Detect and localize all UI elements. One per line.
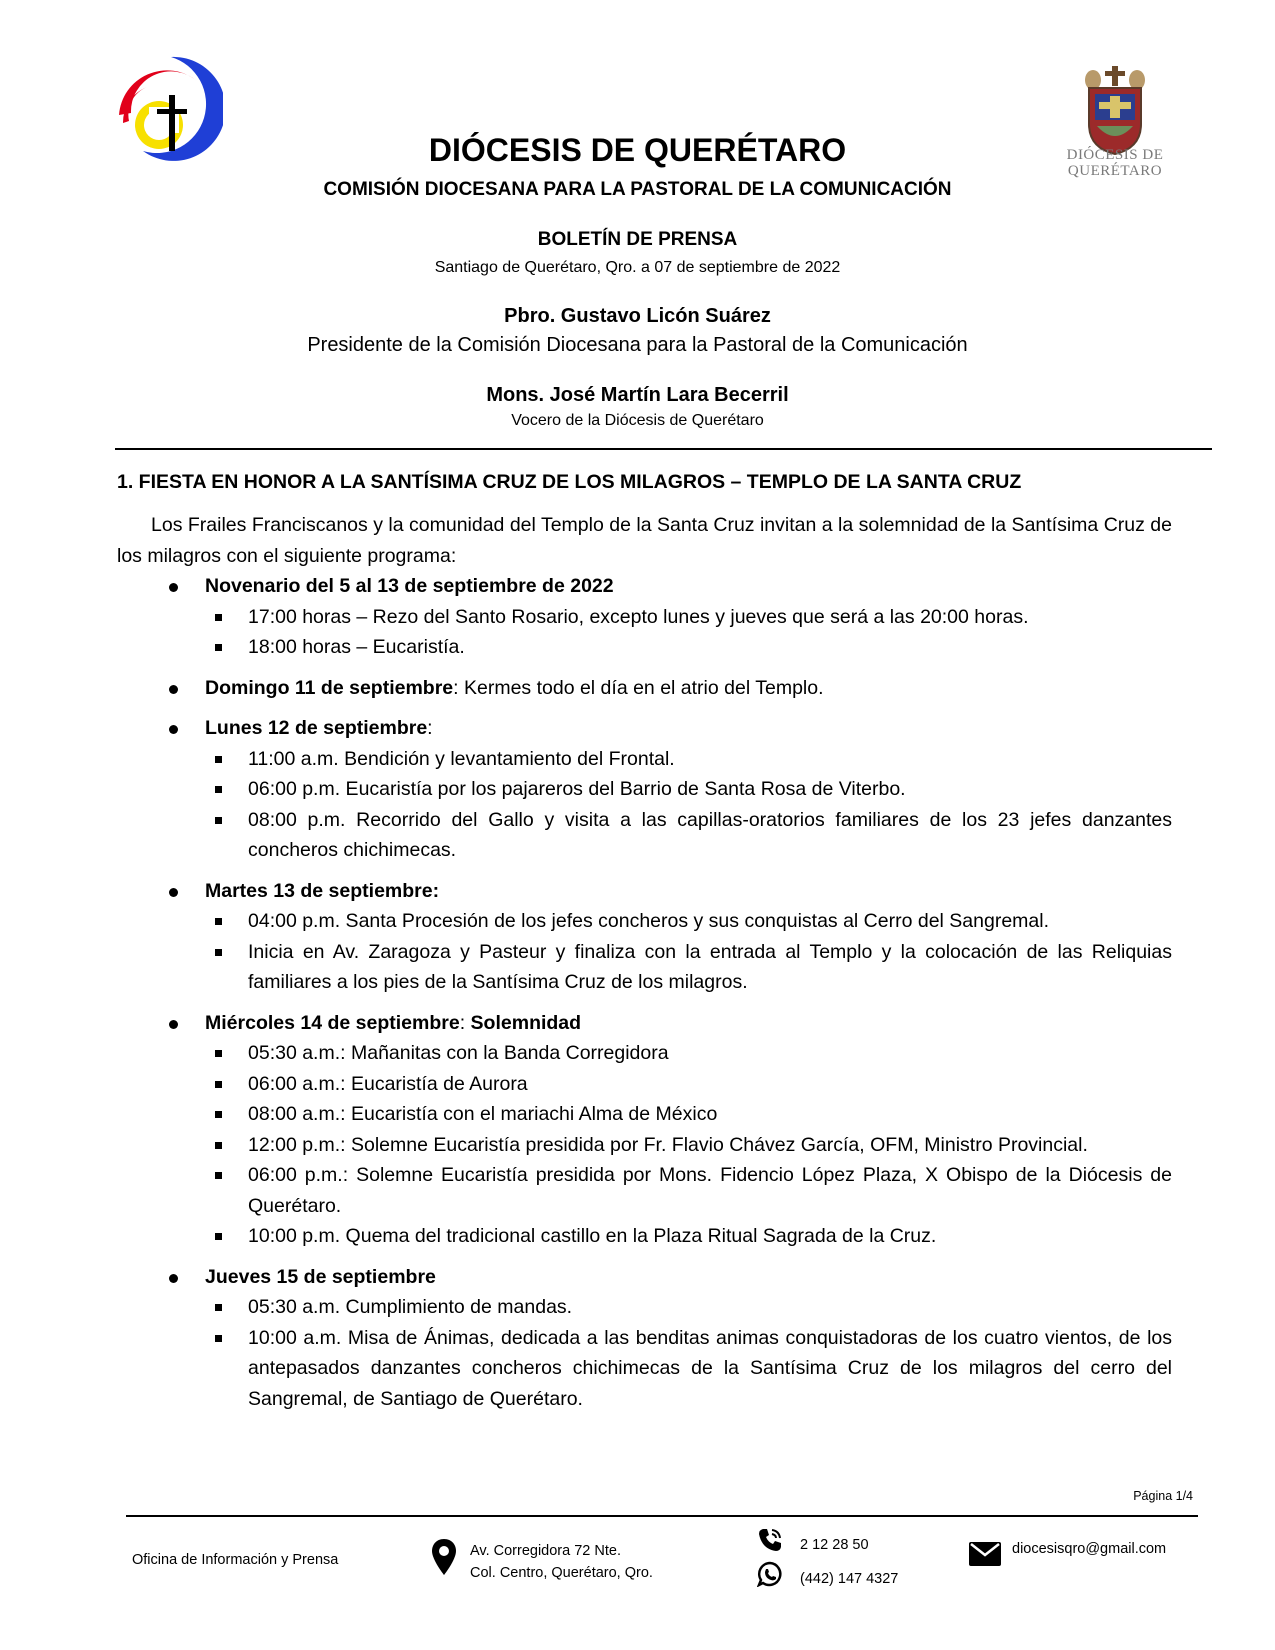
mail-icon	[969, 1542, 1001, 1566]
program-item	[117, 774, 1172, 805]
program-item-text: 11:00 a.m. Bendición y levantamiento del Frontal.	[248, 747, 675, 770]
signatory-role: Presidente de la Comisión Diocesana para la Pastoral de la Comunicación	[307, 334, 968, 356]
whatsapp-number: (442) 147 4327	[800, 1571, 899, 1587]
square-bullet-icon	[215, 614, 222, 621]
program-day	[117, 571, 1172, 602]
program-item-text: 06:00 a.m.: Eucaristía de Aurora	[248, 1072, 528, 1095]
office-name: Oficina de Información y Prensa	[132, 1552, 339, 1568]
signatory-name: Pbro. Gustavo Licón Suárez	[504, 305, 771, 327]
day-title: Miércoles 14 de septiembre	[205, 1011, 460, 1034]
program-day	[117, 1262, 1172, 1293]
address-line: Col. Centro, Querétaro, Qro.	[470, 1565, 653, 1581]
program-day	[117, 713, 1172, 744]
seal-text-line2: QUERÉTARO	[1067, 163, 1163, 179]
square-bullet-icon	[215, 1050, 222, 1057]
program-item	[117, 906, 1172, 937]
page-number: Página 1/4	[1133, 1489, 1193, 1503]
program-day	[117, 1008, 1172, 1039]
email-address: diocesisqro@gmail.com	[1012, 1541, 1167, 1557]
day-detail: : Kermes todo el día en el atrio del Templo.	[453, 676, 824, 699]
day-title: Martes 13 de septiembre:	[205, 879, 440, 902]
section-heading: 1. FIESTA EN HONOR A LA SANTÍSIMA CRUZ DE LOS MILAGROS – TEMPLO DE LA SANTA CRUZ	[117, 471, 1022, 493]
program-item-text: 06:00 p.m.: Solemne Eucaristía presidida por Mons. Fidencio López Plaza, X Obispo de la Diócesis de Querétaro.	[248, 1164, 1172, 1217]
program-item-text: 04:00 p.m. Santa Procesión de los jefes concheros y sus conquistas al Cerro del Sangremal.	[248, 910, 1050, 932]
footer-divider	[126, 1515, 1198, 1517]
day-detail: :	[427, 717, 433, 739]
program-item-text: Inicia en Av. Zaragoza y Pasteur y finaliza con la entrada al Templo y la colocación de las Reliquias familiares a los pies de la Santísima Cruz de los milagros.	[248, 940, 1172, 993]
header-divider	[115, 448, 1212, 450]
address	[470, 1540, 653, 1584]
program-item-text: 08:00 p.m. Recorrido del Gallo y visita a las capillas-oratorios familiares de los 23 jefes danzantes concheros chichimecas.	[248, 808, 1172, 861]
date-line: Santiago de Querétaro, Qro. a 07 de septiembre de 2022	[434, 259, 841, 276]
program-item	[117, 1160, 1172, 1221]
program-item	[117, 1292, 1172, 1323]
program-item-text: 06:00 p.m. Eucaristía por los pajareros del Barrio de Santa Rosa de Viterbo.	[248, 778, 906, 800]
bullet-icon	[169, 685, 178, 694]
program-item-text: 17:00 horas – Rezo del Santo Rosario, excepto lunes y jueves que será a las 20:00 horas.	[248, 605, 1029, 628]
signatory-name: Mons. José Martín Lara Becerril	[486, 384, 789, 406]
square-bullet-icon	[215, 1172, 222, 1179]
square-bullet-icon	[215, 1081, 222, 1088]
program-item	[117, 805, 1172, 866]
square-bullet-icon	[215, 644, 222, 651]
document-title: DIÓCESIS DE QUERÉTARO	[428, 132, 847, 168]
address-line: Av. Corregidora 72 Nte.	[470, 1543, 621, 1559]
program-item-text: 18:00 horas – Eucaristía.	[248, 636, 465, 658]
bullet-icon	[169, 888, 178, 897]
program-item	[117, 1069, 1172, 1100]
square-bullet-icon	[215, 949, 222, 956]
day-detail: :	[459, 1011, 471, 1034]
program-item	[117, 602, 1172, 633]
program-item-text: 05:30 a.m.: Mañanitas con la Banda Corregidora	[248, 1042, 669, 1064]
program-item-text: 12:00 p.m.: Solemne Eucaristía presidida por Fr. Flavio Chávez García, OFM, Ministro Provincial.	[248, 1133, 1088, 1156]
bullet-icon	[169, 583, 178, 592]
program-item	[117, 1099, 1172, 1130]
square-bullet-icon	[215, 918, 222, 925]
phone-numbers	[800, 1528, 898, 1596]
seal-text-line1: DIÓCESIS DE	[1066, 147, 1164, 163]
day-title: Lunes 12 de septiembre	[205, 717, 428, 739]
bullet-icon	[169, 1274, 178, 1283]
square-bullet-icon	[215, 786, 222, 793]
program-item	[117, 744, 1172, 775]
program-item	[117, 1221, 1172, 1252]
day-title-suffix: Solemnidad	[470, 1011, 582, 1034]
section-body	[117, 510, 1172, 1414]
bulletin-heading: BOLETÍN DE PRENSA	[537, 229, 738, 250]
phone-icon	[757, 1527, 783, 1553]
program-item-text: 05:30 a.m. Cumplimiento de mandas.	[248, 1296, 573, 1318]
square-bullet-icon	[215, 756, 222, 763]
document-subtitle: COMISIÓN DIOCESANA PARA LA PASTORAL DE LA COMUNICACIÓN	[323, 179, 952, 200]
square-bullet-icon	[215, 1142, 222, 1149]
bullet-icon	[169, 1020, 178, 1029]
phone-number: 2 12 28 50	[800, 1537, 869, 1553]
whatsapp-icon	[757, 1561, 783, 1587]
program-day	[117, 876, 1172, 907]
square-bullet-icon	[215, 1233, 222, 1240]
program-item	[117, 1038, 1172, 1069]
program-item	[117, 1323, 1172, 1415]
program-item-text: 10:00 a.m. Misa de Ánimas, dedicada a las benditas animas conquistadoras de los cuatro vientos, de los antepasados danzantes concheros chichimecas de la Santísima Cruz de los milagros del cerro del Sangremal, de Santiago de Querétaro.	[248, 1326, 1172, 1410]
program-item-text: 10:00 p.m. Quema del tradicional castillo en la Plaza Ritual Sagrada de la Cruz.	[248, 1225, 937, 1247]
program-item	[117, 1130, 1172, 1161]
square-bullet-icon	[215, 817, 222, 824]
program-item-text: 08:00 a.m.: Eucaristía con el mariachi Alma de México	[248, 1103, 718, 1125]
signatory-role: Vocero de la Diócesis de Querétaro	[511, 412, 764, 429]
intro-paragraph: Los Frailes Franciscanos y la comunidad del Templo de la Santa Cruz invitan a la solemnidad de la Santísima Cruz de los milagros con el siguiente programa:	[117, 514, 1172, 567]
bullet-icon	[169, 725, 178, 734]
square-bullet-icon	[215, 1304, 222, 1311]
day-title: Jueves 15 de septiembre	[205, 1265, 436, 1288]
program-item	[117, 937, 1172, 998]
program-item	[117, 632, 1172, 663]
day-title: Domingo 11 de septiembre	[205, 676, 454, 699]
square-bullet-icon	[215, 1335, 222, 1342]
square-bullet-icon	[215, 1111, 222, 1118]
day-title: Novenario del 5 al 13 de septiembre de 2022	[205, 575, 614, 597]
map-pin-icon	[431, 1538, 457, 1576]
program-day	[117, 673, 1172, 704]
diocese-coat-of-arms	[1055, 62, 1175, 192]
